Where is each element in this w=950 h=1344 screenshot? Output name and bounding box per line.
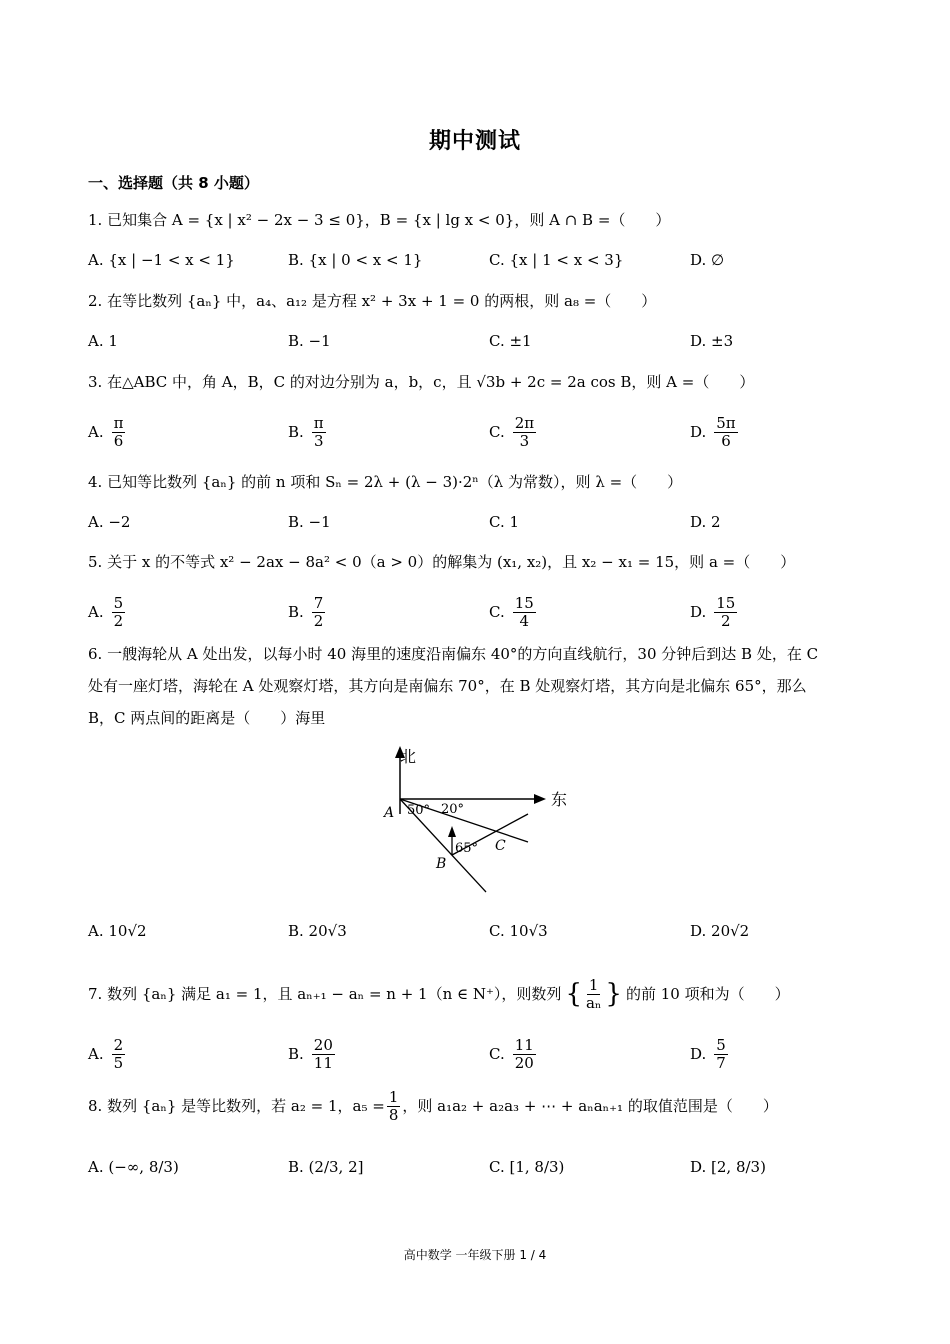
option-c[interactable] xyxy=(489,412,538,452)
option-b[interactable] xyxy=(288,412,328,452)
question-4-options xyxy=(88,502,888,542)
option-label: B. xyxy=(288,1045,304,1063)
option-c[interactable]: C. 10√3 xyxy=(489,922,548,940)
denominator: aₙ xyxy=(585,993,602,1012)
option-c[interactable]: C. {x | 1 < x < 3} xyxy=(489,251,624,269)
denominator: 5 xyxy=(113,1053,124,1072)
option-c[interactable] xyxy=(489,1034,538,1074)
page-title: 期中测试 xyxy=(428,129,521,154)
option-label: C. xyxy=(489,603,505,621)
question-3-options xyxy=(88,412,888,452)
denominator: 8 xyxy=(388,1105,399,1124)
numerator: 20 xyxy=(313,1035,333,1054)
denominator: 3 xyxy=(519,431,530,450)
fraction xyxy=(513,1037,536,1072)
north-label: 北 xyxy=(400,747,417,766)
numerator: π xyxy=(313,413,324,432)
question-6-line-1: 6. 一艘海轮从 A 处出发，以每小时 40 海里的速度沿南偏东 40°的方向直线航行，30 分钟后到达 B 处，在 C xyxy=(88,645,819,663)
option-d[interactable]: D. 20√2 xyxy=(690,922,750,940)
option-c[interactable] xyxy=(489,592,538,632)
option-c[interactable]: C. [1, 8/3) xyxy=(489,1158,565,1176)
angle-65-label: 65° xyxy=(455,841,479,856)
option-a[interactable]: A. {x | −1 < x < 1} xyxy=(88,251,235,269)
east-arrow-icon xyxy=(534,794,546,804)
denominator: 2 xyxy=(113,611,124,630)
fraction xyxy=(112,415,126,450)
question-8 xyxy=(88,1086,778,1126)
question-1-options xyxy=(88,240,888,280)
option-b[interactable]: B. −1 xyxy=(288,332,331,350)
question-6-options xyxy=(88,911,888,951)
denominator: 11 xyxy=(313,1053,333,1072)
fraction xyxy=(513,415,536,450)
option-b[interactable]: B. 20√3 xyxy=(288,922,347,940)
section-heading: 一、选择题（共 8 小题） xyxy=(88,174,259,192)
east-label: 东 xyxy=(551,790,568,809)
numerator: 15 xyxy=(514,593,534,612)
numerator: 1 xyxy=(588,975,599,994)
denominator: 20 xyxy=(514,1053,534,1072)
option-d[interactable]: D. ±3 xyxy=(690,332,734,350)
denominator: 7 xyxy=(716,1053,726,1072)
numerator: 15 xyxy=(716,593,736,612)
fraction xyxy=(312,1037,335,1072)
point-c-label: C xyxy=(495,838,506,854)
denominator: 6 xyxy=(721,431,731,450)
option-label: A. xyxy=(88,1045,104,1063)
question-7-text-b: 的前 10 项和为（ ） xyxy=(625,985,790,1003)
numerator: π xyxy=(113,413,124,432)
option-b[interactable]: B. {x | 0 < x < 1} xyxy=(288,251,423,269)
option-a[interactable] xyxy=(88,412,127,452)
question-5-options xyxy=(88,592,888,632)
numerator: 5 xyxy=(716,1035,726,1054)
denominator: 4 xyxy=(519,611,530,630)
option-b[interactable] xyxy=(288,592,327,632)
option-d[interactable] xyxy=(690,1034,730,1074)
numerator: 2π xyxy=(514,413,535,432)
option-label: B. xyxy=(288,603,304,621)
question-5: 5. 关于 x 的不等式 x² − 2ax − 8a² < 0（a > 0）的解集为 (x₁, x₂)，且 x₂ − x₁ = 15，则 a =（ ） xyxy=(88,553,796,571)
question-7-text-a: 7. 数列 {aₙ} 满足 a₁ = 1，且 aₙ₊₁ − aₙ = n + 1（n ∈ N⁺），则数列 xyxy=(88,985,562,1003)
option-label: A. xyxy=(88,603,104,621)
question-8-text-a: 8. 数列 {aₙ} 是等比数列，若 a₂ = 1，a₅ = xyxy=(88,1097,385,1115)
option-a[interactable] xyxy=(88,1034,127,1074)
option-a[interactable]: A. −2 xyxy=(88,513,131,531)
fraction xyxy=(714,1037,728,1072)
denominator: 2 xyxy=(721,611,731,630)
question-7-options xyxy=(88,1034,888,1074)
angle-20-label: 20° xyxy=(441,802,465,817)
option-label: D. xyxy=(690,423,707,441)
question-2: 2. 在等比数列 {aₙ} 中，a₄、a₁₂ 是方程 x² + 3x + 1 = 0 的两根，则 a₈ =（ ） xyxy=(88,292,657,310)
fraction xyxy=(584,977,603,1012)
option-label: D. xyxy=(690,603,707,621)
brace-close: } xyxy=(605,979,622,1009)
question-6-line-3: B，C 两点间的距离是（ ）海里 xyxy=(88,709,326,727)
numerator: 7 xyxy=(313,593,324,612)
option-label: D. xyxy=(690,1045,707,1063)
question-8-text-b: ，则 a₁a₂ + a₂a₃ + ⋯ + aₙaₙ₊₁ 的取值范围是（ ） xyxy=(402,1097,778,1115)
denominator: 6 xyxy=(113,431,124,450)
north-at-b-arrow-icon xyxy=(448,826,456,837)
option-d[interactable]: D. [2, 8/3) xyxy=(690,1158,766,1176)
point-b-label: B xyxy=(436,856,447,872)
numerator: 2 xyxy=(113,1035,124,1054)
question-7 xyxy=(88,974,790,1014)
point-a-label: A xyxy=(384,805,395,821)
brace-open: { xyxy=(565,979,582,1009)
denominator: 3 xyxy=(313,431,324,450)
denominator: 2 xyxy=(313,611,324,630)
option-label: C. xyxy=(489,1045,505,1063)
question-3: 3. 在△ABC 中，角 A，B，C 的对边分别为 a，b，c，且 √3b + 2c = 2a cos B，则 A =（ ） xyxy=(88,373,755,391)
option-c[interactable]: C. 1 xyxy=(489,513,520,531)
question-8-options xyxy=(88,1147,888,1187)
numerator: 5 xyxy=(113,593,124,612)
option-d[interactable] xyxy=(690,412,740,452)
option-b[interactable]: B. −1 xyxy=(288,513,331,531)
angle-50-label: 50° xyxy=(407,803,431,818)
option-d[interactable] xyxy=(690,592,739,632)
option-label: B. xyxy=(288,423,304,441)
question-1: 1. 已知集合 A = {x | x² − 2x − 3 ≤ 0}，B = {x | lg x < 0}，则 A ∩ B =（ ） xyxy=(88,211,671,229)
page-footer: 高中数学 一年级下册 1 / 4 xyxy=(403,1248,547,1262)
option-a[interactable]: A. (−∞, 8/3) xyxy=(88,1158,179,1176)
fraction xyxy=(513,595,536,630)
question-6-line-2: 处有一座灯塔，海轮在 A 处观察灯塔，其方向是南偏东 70°，在 B 处观察灯塔，其方向是北偏东 65°，那么 xyxy=(88,677,807,695)
option-a[interactable]: A. 1 xyxy=(88,332,118,350)
option-d[interactable]: D. ∅ xyxy=(690,251,725,269)
navigation-diagram xyxy=(360,742,590,902)
fraction xyxy=(112,595,126,630)
fraction xyxy=(112,1037,126,1072)
option-c[interactable]: C. ±1 xyxy=(489,332,532,350)
option-b[interactable] xyxy=(288,1034,337,1074)
option-b[interactable]: B. (2/3, 2] xyxy=(288,1158,364,1176)
option-label: C. xyxy=(489,423,505,441)
fraction xyxy=(714,595,737,630)
numerator: 5π xyxy=(716,413,736,432)
numerator: 1 xyxy=(388,1087,399,1106)
option-a[interactable]: A. 10√2 xyxy=(88,922,147,940)
option-d[interactable]: D. 2 xyxy=(690,513,721,531)
option-a[interactable] xyxy=(88,592,127,632)
fraction xyxy=(312,415,326,450)
fraction xyxy=(387,1089,401,1124)
question-4: 4. 已知等比数列 {aₙ} 的前 n 项和 Sₙ = 2λ + (λ − 3)·2ⁿ（λ 为常数），则 λ =（ ） xyxy=(88,473,683,491)
fraction xyxy=(312,595,326,630)
fraction xyxy=(714,415,737,450)
option-label: A. xyxy=(88,423,104,441)
numerator: 11 xyxy=(514,1035,534,1054)
question-2-options xyxy=(88,321,888,361)
